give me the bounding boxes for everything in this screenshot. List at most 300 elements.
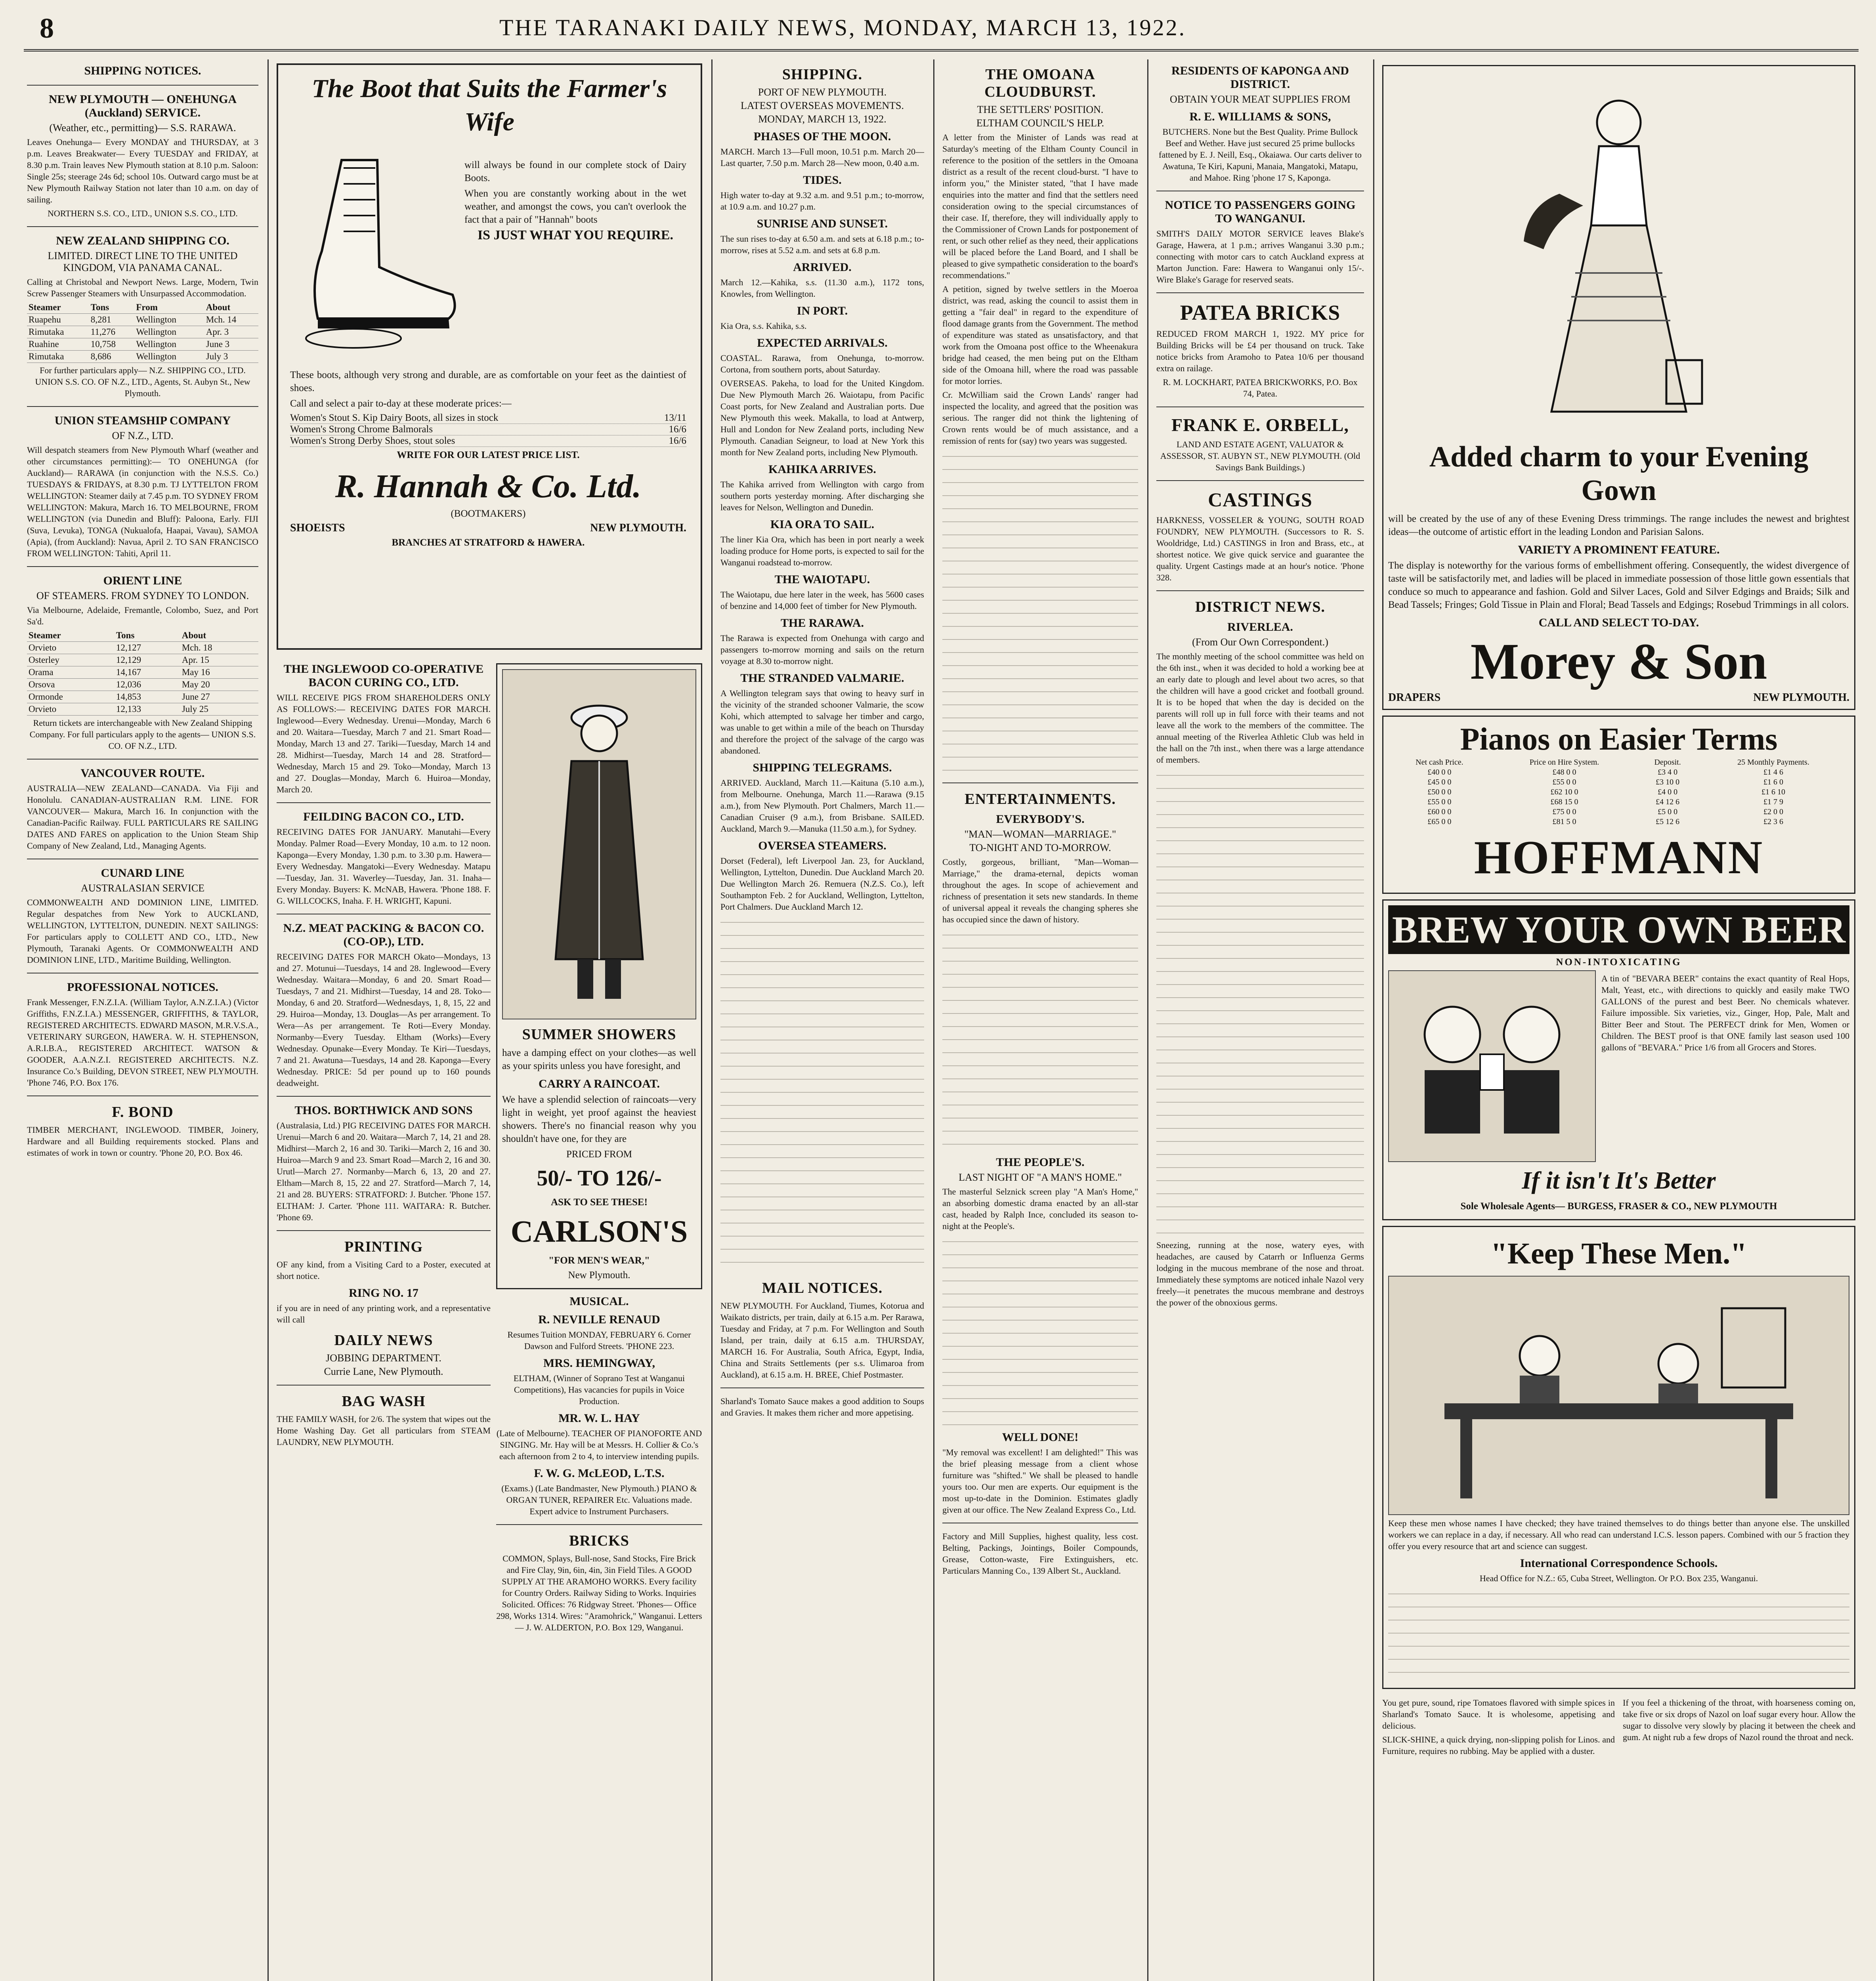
two-men-drinking-icon: [1401, 983, 1583, 1149]
divider: [27, 1095, 258, 1096]
column-shipping: [713, 59, 931, 1981]
table-cell: £5 0 0: [1658, 807, 1678, 816]
section-heading: MUSICAL.: [569, 1295, 629, 1308]
notice-sign: R. M. LOCKHART, PATEA BRICKWORKS, P.O. Box 74, Patea.: [1163, 377, 1358, 399]
table-header: About: [180, 630, 258, 642]
article-text: ARRIVED. Auckland, March 11.—Kaituna (5.10 a.m.), from Melbourne. Onehunga, March 11.—Rarawa (9.15 a.m.), from New Plymouth. Port Chalmers, March 11.—Canadian Cruiser (9 a.m.), from Brisbane. SAILED. Auckland, March 9.—Manuka (11.50 a.m.), for Sydney.: [720, 778, 924, 834]
divider: [720, 1387, 924, 1388]
col2-left: [277, 658, 491, 1635]
table-cell: Wellington: [134, 351, 204, 363]
section-sub: LATEST OVERSEAS MOVEMENTS.: [741, 100, 904, 111]
price-row: [290, 424, 686, 435]
section-heading: ENTERTAINMENTS.: [965, 791, 1116, 807]
table-header: Net cash Price.: [1416, 758, 1463, 767]
divider: [942, 782, 1138, 783]
teacher-body: (Exams.) (Late Bandmaster, New Plymouth.) PIANO & ORGAN TUNER, REPAIRER Etc. Valuations made. Expert advice to Instrument Purchasers.: [501, 1483, 697, 1516]
notice-body: WILL RECEIVE PIGS FROM SHAREHOLDERS ONLY AS FOLLOWS:— RECEIVING DATES FOR MARCH. Inglewood—Every Wednesday. Urenui—Monday, March 6 and 20. Waitara—Tuesday, March 7 and 21. Smart Road—Monday, March 13 and 27. Tariki—Tuesday, March 14 and 28. Midhirst—Tuesday, March 14 and 28. Stratford—Wednesday, March 15 and 29. Toko—Monday, March 13 and 27. Douglas—Monday, March 6. Huiroa—Monday, March 20.: [277, 693, 491, 794]
shop-name: CARLSON'S: [510, 1214, 688, 1248]
notice-body: THE FAMILY WASH, for 2/6. The system that wipes out the Home Washing Day. Get all particulars from STEAM LAUNDRY, NEW PLYMOUTH.: [277, 1414, 491, 1447]
divider: [1156, 292, 1364, 293]
notice-sub: JOBBING DEPARTMENT.: [326, 1352, 441, 1364]
small-ads: [1382, 1695, 1855, 1759]
table-header-row: [27, 302, 258, 314]
divider: [1156, 590, 1364, 591]
ad-text: When you are constantly working about in the wet weather, and amongst the cows, you can't overlook the fact that a pair of "Hannah" boots: [464, 188, 686, 225]
teacher-body: ELTHAM, (Winner of Soprano Test at Wanganui Competitions), Has vacancies for pupils in Voice Production.: [513, 1373, 685, 1406]
teacher-body: (Late of Melbourne). TEACHER OF PIANOFORTE AND SINGING. Mr. Hay will be at Messrs. H. Collier & Co.'s each afternoon from 2 to 4, to interview intending pupils.: [496, 1428, 702, 1461]
ad-text: will always be found in our complete stock of Dairy Boots.: [464, 160, 686, 183]
table-cell: 12,129: [115, 654, 180, 666]
ad-footer: [290, 522, 686, 534]
divider: [277, 802, 491, 803]
sub-heading: PHASES OF THE MOON.: [753, 130, 891, 143]
price-value: 16/6: [669, 435, 686, 446]
table-header: 25 Monthly Payments.: [1737, 758, 1809, 767]
section-heading: SHIPPING.: [782, 66, 863, 83]
table-cell: 8,686: [89, 351, 135, 363]
page-number: 8: [40, 12, 54, 44]
table-row: [27, 666, 258, 679]
divider: [277, 1096, 491, 1097]
ad-text: Keep these men whose names I have checked; they have trained themselves to do things better than anyone else. The unskilled workers we can replace in a day, if necessary. All who read can understand I.C.S. lesson papers. Combined with our 5 fraction they offer you every resource that art and science can suggest.: [1388, 1518, 1849, 1551]
ad-text: Call and select a pair to-day at these moderate prices:—: [290, 398, 512, 409]
notice-body: Via Melbourne, Adelaide, Fremantle, Colombo, Suez, and Port Sa'd.: [27, 605, 258, 626]
man-in-raincoat-icon: [540, 682, 659, 1007]
shop-name: R. E. WILLIAMS & SONS,: [1189, 110, 1331, 123]
article-text: Dorset (Federal), left Liverpool Jan. 23, for Auckland, Wellington, Lyttelton, Dunedin. Due Auckland March 20. Due Wellington March 26. Remuera (N.Z.S. Co.), left Southampton Feb. 2 for Auckland, Wellington, Lyttelton, Port Chalmers. Due Auckland March 12.: [720, 856, 924, 912]
table-row: [27, 691, 258, 703]
table-cell: Wellington: [134, 338, 204, 351]
table-row: [1388, 797, 1849, 807]
masthead: [12, 9, 1859, 44]
shop-signature: R. Hannah & Co. Ltd.: [335, 468, 642, 505]
gown-illustration: [1388, 71, 1849, 435]
table-cell: £2 3 6: [1763, 817, 1783, 826]
notice-body: (Australasia, Ltd.) PIG RECEIVING DATES FOR MARCH. Urenui—March 6 and 20. Waitara—March 7, 14, 21 and 28. Midhirst—March 2, 16 and 30. Tariki—March 2, 16 and 30. Huiroa—March 9 and 23. Smart Road—March 2, 16 and 30. Urutl—March 27. Normanby—March 6, 13, 20 and 27. Eltham—March 8, 15, 22 and 27. Stratford—March 7, 14, 21 and 28. BUYERS: STRATFORD: J. Butcher. 'Phone 157. ELTHAM: J. Carter. 'Phone 111. WAITARA: R. Butcher. 'Phone 69.: [277, 1120, 491, 1222]
teacher-name: F. W. G. McLEOD, L.T.S.: [534, 1467, 665, 1480]
divider: [277, 1230, 491, 1231]
table-cell: £62 10 0: [1550, 788, 1578, 796]
ad-headline: "Keep These Men.": [1490, 1237, 1747, 1270]
ad-text: have a damping effect on your clothes—as well as your spirits unless you have foresight, and: [502, 1048, 696, 1071]
column-divider: [267, 59, 269, 1981]
notice-title: BAG WASH: [342, 1393, 426, 1410]
notice-body: OF any kind, from a Visiting Card to a Poster, executed at short notice.: [277, 1260, 491, 1281]
notice-title: ORIENT LINE: [103, 574, 182, 587]
notice-title: CASTINGS: [1208, 489, 1312, 511]
sub-heading: THE RARAWA.: [780, 616, 864, 630]
table-cell: £45 0 0: [1427, 778, 1452, 786]
ad-subheading: International Correspondence Schools.: [1520, 1557, 1718, 1570]
table-cell: Wellington: [134, 314, 204, 326]
notice-sub: LIMITED. DIRECT LINE TO THE UNITED KINGDOM, VIA PANAMA CANAL.: [48, 250, 238, 273]
sub-heading: THE PEOPLE'S.: [996, 1156, 1085, 1169]
shop-place: New Plymouth.: [568, 1270, 630, 1281]
shop-subtitle: (BOOTMAKERS): [451, 508, 526, 519]
article-headline: THE OMOANA CLOUDBURST.: [984, 66, 1096, 100]
notice-title: FEILDING BACON CO., LTD.: [303, 810, 464, 823]
article-text: SLICK-SHINE, a quick drying, non-slipping polish for Linos. and Furniture, requires no rubbing. May be applied with a duster.: [1382, 1735, 1615, 1756]
beer-advertisement: [1382, 899, 1855, 1220]
table-header: About: [204, 302, 258, 314]
table-row: [1388, 817, 1849, 827]
ad-copy: [464, 156, 686, 243]
sub-heading: WELL DONE!: [1002, 1431, 1079, 1444]
ad-footer-left: DRAPERS: [1388, 691, 1441, 704]
notice-title: NEW PLYMOUTH — ONEHUNGA (Auckland) SERVICE.: [48, 93, 237, 119]
article-text: Sneezing, running at the nose, watery eyes, with headaches, are caused by Catarrh or Influenza Germs lodging in the mucous membrane of the nose and throat. Immediately these symptoms are noticed inhale Nazol very freely—it penetrates the mucous membrane and destroys the power of the obnoxious germs.: [1156, 1240, 1364, 1307]
notice-title: RESIDENTS OF KAPONGA AND DISTRICT.: [1171, 64, 1349, 91]
table-cell: 14,853: [115, 691, 180, 703]
ad-emphasis: CARRY A RAINCOAT.: [539, 1077, 660, 1090]
notice-body: RECEIVING DATES FOR MARCH Okato—Mondays, 13 and 27. Motunui—Tuesdays, 14 and 28. Inglewood—Every Wednesday. Waitara—Monday, 6 and 20. Smart Road—Tuesdays, 7 and 21. Midhirst—Tuesday, 14 and 28. Toko—Monday, 6 and 20. Stratford—Wednesdays, 1, 8, 15, 22 and 29. Huiroa—Monday, 13. Douglas—As per arrangement. To Wera—As per arrangement. Te Roti—Every Monday. Normanby—Every Tuesday. Eltham (Works)—Every Wednesday. Opunake—Every Monday. Te Kiri—Tuesdays, 7 and 21. Awatuna—Tuesdays, 14 and 28. Kaponga—Every Wednesday. PRICE: 5d per pound up to 160 pounds deadweight.: [277, 952, 491, 1088]
ad-text: will be created by the use of any of these Evening Dress trimmings. The range includes the newest and brightest ideas—the outcome of artistic effort in the leading London and Parisian Salons.: [1388, 513, 1849, 537]
table-row: [1388, 787, 1849, 797]
article-text: Costly, gorgeous, brilliant, "Man—Woman—Marriage," the drama-eternal, depicts woman throughout the ages. In scope of achievement and richness of presentation it sets new standards. In theme of universal appeal it reveals the changing spheres she has occupied since the dawn of history.: [942, 857, 1138, 924]
beer-illustration: [1388, 970, 1596, 1162]
article-continuation: [942, 929, 1138, 1151]
notice-body: RECEIVING DATES FOR JANUARY. Manutahi—Every Monday. Palmer Road—Every Monday, 10 a.m. to 12 noon. Kaponga—Every Monday, 1.30 p.m. to 3.30 p.m. Hawera—Every Wednesday. Mangatoki—Every Wednesday. Matapu—Tuesday, Jan. 31. Waverley—Tuesday, Jan. 31. Inaha—Every Monday. Buyers: K. McNAB, Hawera. 'Phone 188. F. G. WILLCOCKS, Inaha. F. H. WRIGHT, Kapuni.: [277, 827, 491, 906]
teacher-name: R. NEVILLE RENAUD: [538, 1313, 660, 1326]
notice-sub: Currie Lane, New Plymouth.: [324, 1366, 443, 1377]
notice-body: Calling at Christobal and Newport News. Large, Modern, Twin Screw Passenger Steamers with Unsurpassed Accommodation.: [27, 277, 258, 298]
boot-advertisement: [277, 63, 702, 650]
sub-heading: EVERYBODY'S.: [996, 813, 1085, 826]
table-cell: £2 0 0: [1763, 807, 1783, 816]
notice-body: Leaves Onehunga— Every MONDAY and THURSDAY, at 3 p.m. Leaves Breakwater— Every TUESDAY and FRIDAY, at 8.30 p.m. Train leaves New Plymouth station at 8.10 p.m. Saloon: Single 25s; steerage 24s 6d; school 10s. Outward cargo must be at New Plymouth Railway Station not later than 10 a.m. on day of sailing.: [27, 137, 258, 204]
ad-text: COMMON, Splays, Bull-nose, Sand Stocks, Fire Brick and Fire Clay, 9in, 6in, 4in, 3in Field Tiles. A GOOD SUPPLY AT THE ARAMOHO WORKS. Every facility for Country Orders. Railway Siding to Works. Inquiries Solicited. Offices: 76 Ridgway Street. 'Phones— Office 298, Works 1314. Wires: "Aramohrick," Wanganui. Letters— J. W. ALDERTON, P.O. Box 129, Wanganui.: [496, 1554, 702, 1632]
article-continuation: [942, 1236, 1138, 1426]
table-header: Tons: [89, 302, 135, 314]
table-cell: £4 0 0: [1658, 788, 1678, 796]
table-row: [27, 679, 258, 691]
section-heading: SHIPPING NOTICES.: [84, 64, 201, 77]
price-item: Women's Strong Chrome Balmorals: [290, 424, 433, 435]
table-row: [27, 654, 258, 666]
pianos-table: [1388, 758, 1849, 827]
woman-in-gown-icon: [1480, 75, 1758, 431]
table-cell: £4 12 6: [1656, 798, 1680, 806]
section-heading: MAIL NOTICES.: [762, 1280, 883, 1296]
table-row: [27, 326, 258, 338]
table-row: [27, 703, 258, 716]
table-cell: 12,127: [115, 642, 180, 654]
column-local-notices: [1149, 59, 1371, 1981]
ad-text: A tin of "BEVARA BEER" contains the exact quantity of Real Hops, Malt, Yeast, etc., with directions to quickly and easily make TWO GALLONS of the purest and best Beer. No chemicals whatever. Failure impossible. Six varieties, viz., Ginger, Hop, Pale, Malt and Bitter Beer and Stout. The PERFECT drink for Men, Women or Children. The BEST proof is that ONE family last season used 100 gallons of "BEVARA." Price 1/6 from all Grocers and Stores.: [1601, 973, 1849, 1052]
table-cell: £5 12 6: [1656, 817, 1680, 826]
article-text: Kia Ora, s.s. Kahika, s.s.: [720, 321, 807, 331]
notice-sub: OF N.Z., LTD.: [112, 430, 174, 441]
teacher-name: MRS. HEMINGWAY,: [543, 1357, 655, 1370]
article-subhead: LAST NIGHT OF "A MAN'S HOME.": [958, 1172, 1122, 1183]
ad-branches: BRANCHES AT STRATFORD & HAWERA.: [392, 537, 585, 548]
table-header: Price on Hire System.: [1529, 758, 1599, 767]
table-cell: Wellington: [134, 326, 204, 338]
article-text: The Rarawa is expected from Onehunga with cargo and passengers to-morrow morning and sails on the return voyage at 8.30 to-morrow night.: [720, 633, 924, 666]
price: 50/- TO 126/-: [537, 1166, 662, 1191]
article-continuation: [1156, 769, 1364, 1237]
article-text: The Kahika arrived from Wellington with cargo from southern ports yesterday morning. After discharging she leaves for Nelson, Wellington and Dunedin.: [720, 479, 924, 512]
ad-subheading: VARIETY A PROMINENT FEATURE.: [1518, 543, 1720, 556]
sub-heading: KIA ORA TO SAIL.: [770, 518, 875, 531]
article-subhead: TO-NIGHT AND TO-MORROW.: [969, 842, 1111, 853]
article-text: "My removal was excellent! I am delighted!" This was the brief pleasing message from a client whose furniture was "shifted." We shall be pleased to handle yours too. Our men are experts. Our equipment is the most up-to-date in the Dominion. Estimates gladly given at our office. The New Zealand Express Co., Ltd.: [942, 1447, 1138, 1515]
ad-text: We have a splendid selection of raincoats—very light in weight, yet proof against the heaviest showers. There's no financial reason why you shouldn't have one, for they are: [502, 1094, 696, 1144]
sub-heading: ARRIVED.: [793, 261, 852, 274]
column-omoana-cloudburst: [935, 59, 1145, 1981]
table-row: [1388, 767, 1849, 777]
raincoat-advertisement: [496, 663, 702, 1289]
brand-name: HOFFMANN: [1474, 831, 1764, 884]
notice-body: REDUCED FROM MARCH 1, 1922. MY price for Building Bricks will be £4 per thousand on truck. Take notice bricks from Aramoho to Patea 10/6 per thousand extra on railage.: [1156, 329, 1364, 373]
table-row: [27, 314, 258, 326]
sub-heading: SUNRISE AND SUNSET.: [757, 217, 888, 230]
article-text: Cr. McWilliam said the Crown Lands' ranger had inspected the locality, and agreed that the position was serious. The ranger did not think the lightening of Crown rents would be of much assistance, and a remission of rents for (say) two years was suggested.: [942, 390, 1138, 446]
notice-footer: NORTHERN S.S. CO., LTD., UNION S.S. CO., LTD.: [48, 208, 238, 218]
ad-address: Head Office for N.Z.: 65, Cuba Street, Wellington. Or P.O. Box 235, Wanganui.: [1479, 1573, 1758, 1583]
table-cell: £81 5 0: [1552, 817, 1576, 826]
table-cell: Orvieto: [27, 703, 115, 716]
table-cell: 11,276: [89, 326, 135, 338]
table-cell: 12,036: [115, 679, 180, 691]
ad-lower: [290, 366, 686, 551]
teacher-name: MR. W. L. HAY: [558, 1412, 640, 1425]
article-subhead: (From Our Own Correspondent.): [1192, 636, 1328, 648]
article-text: A petition, signed by twelve settlers in the Moeroa district, was read, asking the council to assist them in getting a "fair deal" in regard to the expenditure of flood damage grants from the Government. The method of expenditure was stated as unsatisfactory, and that work from the Omoana post office to the Wheenakura bridge had ceased, the men being put on the Eltham side of the Omoana hill, where the road was passable for motor lorries.: [942, 284, 1138, 386]
ad-headline: Added charm to your Evening Gown: [1429, 441, 1809, 507]
notice-body: Frank Messenger, F.N.Z.I.A. (William Taylor, A.N.Z.I.A.) (Victor Griffiths, F.N.Z.I.A.) MESSENGER, GRIFFITHS, & TAYLOR, REGISTERED ARCHITECTS. EDWARD MASON, M.R.V.S.A., VETERINARY SURGEON, HAWERA. W. H. STEPHENSON, A.R.I.B.A., REGISTERED ARCHITECT. WATSON & GOODER, A.A.N.Z.I. REGISTERED ARCHITECTS. N.Z. Insurance Co.'s Building, DEVON STREET, NEW PLYMOUTH. 'Phone 746, P.O. Box 176.: [27, 997, 258, 1088]
article-text: OVERSEAS. Pakeha, to load for the United Kingdom. Due New Plymouth March 26. Waiotapu, from Pacific Coast ports, for New Zealand and Australian ports. Due New Plymouth this week. Makalla, to load at Antwerp, Hull and London for New Zealand ports, including New Plymouth. Canadian Seigneur, to load at New York this month for New Zealand ports, including New Plymouth.: [720, 378, 924, 457]
notice-title: NEW ZEALAND SHIPPING CO.: [56, 234, 229, 247]
article-text: The Waiotapu, due here later in the week, has 5600 cases of benzine and 14,000 feet of timber for New Plymouth.: [720, 590, 924, 611]
table-cell: May 16: [180, 666, 258, 679]
notice-body: BUTCHERS. None but the Best Quality. Prime Bullock Beef and Wether. Have just secured 25 prime bullocks fattened by E. J. Neill, Esq., Okaiawa. Our carts deliver to Awatuna, Te Kiri, Kapuni, Manaia, Mangatoki, Matapu, and Mahoe. Ring 'phone 17 S, Kaponga.: [1159, 127, 1362, 183]
article-text: Sharland's Tomato Sauce makes a good addition to Soups and Gravies. It makes them richer and more appetising.: [720, 1396, 924, 1418]
table-cell: Orama: [27, 666, 115, 679]
price-item: Women's Strong Derby Shoes, stout soles: [290, 435, 455, 446]
article-continuation: [720, 916, 924, 1273]
section-heading: DISTRICT NEWS.: [1195, 599, 1325, 615]
table-cell: £48 0 0: [1552, 768, 1576, 777]
ad-headline: The Boot that Suits the Farmer's Wife: [311, 74, 667, 136]
article-text: If you feel a thickening of the throat, with hoarseness coming on, take five or six drops of Nazol on loaf sugar every hour. Allow the sugar to dissolve very slowly by placing it between the cheek and gum. At night rub a few drops of Nazol round the throat and neck.: [1623, 1698, 1855, 1742]
sub-heading: KAHIKA ARRIVES.: [768, 463, 876, 476]
ad-subheading: NON-INTOXICATING: [1556, 957, 1682, 968]
section-date: MONDAY, MARCH 13, 1922.: [758, 113, 886, 125]
table-cell: 14,167: [115, 666, 180, 679]
notice-sub: OBTAIN YOUR MEAT SUPPLIES FROM: [1170, 94, 1351, 105]
boot-illustration: [294, 152, 460, 350]
ad-text: These boots, although very strong and durable, are as comfortable on your feet as the daintiest of shoes.: [290, 370, 686, 393]
table-cell: 12,133: [115, 703, 180, 716]
ad-text: The display is noteworthy for the various forms of embellishment offering. Consequently, the widest divergence of taste will be satisfactorily met, and ladies will be placed in immediate possession of those little gown essentials that conduce so much to appearance and fashion. Gold and Silver Laces, Gold and Silver Edgings and Braids; Silk and Bead Tassels; Fringes; Gold Tissue in Plain and Floral; Bead Tassels and Edgings; Rosebud Trimmings in all colors.: [1388, 560, 1849, 610]
ad-headline: SUMMER SHOWERS: [522, 1026, 676, 1043]
table-cell: Rimutaka: [27, 351, 89, 363]
sailing-table: [27, 302, 258, 363]
notice-body: HARKNESS, VOSSELER & YOUNG, SOUTH ROAD FOUNDRY, NEW PLYMOUTH. (Successors to R. S. Wooldridge, Ltd.) CASTINGS in Iron and Brass, etc., at shortest notice. We give quick service and guarantee the quality. Urgent Castings made at an hour's notice. 'Phone 328.: [1156, 515, 1364, 582]
article-text: The liner Kia Ora, which has been in port nearly a week loading produce for Home ports, is expected to sail for the Wanganui roadstead to-morrow.: [720, 534, 924, 567]
table-header: From: [134, 302, 204, 314]
table-cell: £40 0 0: [1427, 768, 1452, 777]
table-row: [1388, 777, 1849, 787]
notice-title: NOTICE TO PASSENGERS GOING TO WANGANUI.: [1165, 198, 1356, 225]
column-advertisements: [269, 59, 709, 1981]
raincoat-illustration: [502, 669, 696, 1019]
column-divider: [1373, 59, 1374, 1981]
article-text: The monthly meeting of the school committee was held on the 6th inst., when it was decided to hold a working bee at an early date to plough and level about two acres, so that the children will have a good cricket and football ground. It is to be hoped that when the day is decided on the parents will roll up in full force with their teams and not leave all the work to the members of the committee. The annual meeting of the Riverlea Athletic Club was held in the hall on the 7th inst., when there was a large attendance of members.: [1156, 651, 1364, 765]
table-row: [27, 338, 258, 351]
table-row: [1388, 807, 1849, 817]
shop-name: Morey & Son: [1470, 633, 1767, 690]
divider: [277, 1385, 491, 1386]
table-cell: £3 4 0: [1658, 768, 1678, 777]
notice-title: VANCOUVER ROUTE.: [80, 767, 205, 780]
table-row: [27, 351, 258, 363]
masthead-rule: [24, 49, 1859, 52]
divider: [27, 759, 258, 760]
notice-title: PRINTING: [344, 1239, 423, 1255]
notice-title: UNION STEAMSHIP COMPANY: [54, 414, 231, 427]
notice-body: COMMONWEALTH AND DOMINION LINE, LIMITED. Regular despatches from New York to AUCKLAND, WELLINGTON, LYTTELTON, DUNEDIN. NEXT SAILINGS: For particulars apply to COLLETT AND CO., LTD., New Plymouth, Taranaki Agents. Or COMMONWEALTH AND DOMINION LINE, LTD., Maritime Building, Wellington.: [27, 897, 258, 965]
table-cell: £55 0 0: [1427, 798, 1452, 806]
table-cell: Osterley: [27, 654, 115, 666]
sub-heading: IN PORT.: [797, 304, 848, 317]
table-cell: June 27: [180, 691, 258, 703]
sub-heading: OVERSEA STEAMERS.: [758, 839, 886, 852]
table-cell: £50 0 0: [1427, 788, 1452, 796]
table-cell: £1 6 10: [1761, 788, 1785, 796]
table-cell: May 20: [180, 679, 258, 691]
sub-heading: EXPECTED ARRIVALS.: [757, 336, 888, 349]
table-cell: Orvieto: [27, 642, 115, 654]
table-cell: £1 7 9: [1763, 798, 1783, 806]
beer-ad-body: [1388, 970, 1849, 1162]
table-cell: Ormonde: [27, 691, 115, 703]
column-divider: [711, 59, 713, 1981]
office-illustration: [1388, 1276, 1849, 1515]
sub-heading: THE WAIOTAPU.: [774, 573, 870, 586]
notice-title: PATEA BRICKS: [1180, 301, 1341, 324]
table-header: Tons: [115, 630, 180, 642]
table-cell: £1 6 0: [1763, 778, 1783, 786]
table-cell: Ruahine: [27, 338, 89, 351]
coupon-lines: [1388, 1588, 1849, 1683]
ad-text: PRICED FROM: [566, 1149, 632, 1160]
notice-sub: AUSTRALASIAN SERVICE: [80, 882, 205, 894]
office-workers-icon: [1421, 1284, 1817, 1506]
ad-footer-right: NEW PLYMOUTH.: [590, 522, 686, 534]
table-cell: Ruapehu: [27, 314, 89, 326]
ad-headline: BREW YOUR OWN BEER: [1388, 905, 1849, 954]
article-subhead: "MAN—WOMAN—MARRIAGE.": [964, 828, 1116, 840]
notice-body: Will despatch steamers from New Plymouth Wharf (weather and other circumstances permitting):— TO ONEHUNGA (for Auckland)— RARAWA (in conjunction with the N.S.S. Co.) TUESDAYS & FRIDAYS, at 8.30 p.m. TJ LYTTELTON FROM WELLINGTON: Steamer daily at 7.45 p.m. TO SYDNEY FROM WELLINGTON: Makura, March 16. TO MELBOURNE, FROM WELLINGTON (via Dunedin and Bluff): Paloona, Early. FIJI (Suva, Levuka), TONGA (Nukualofa, Haapai, Vavau), SAMOA (Apia), (from Auckland): Navua, April 2. TO SAN FRANCISCO FROM WELLINGTON: Tahiti, April 11.: [27, 445, 258, 558]
ad-cta: CALL AND SELECT TO-DAY.: [1538, 616, 1699, 629]
table-cell: 10,758: [89, 338, 135, 351]
notice-footer: Return tickets are interchangeable with New Zealand Shipping Company. For full particulars apply to the agents— UNION S.S. CO. OF N.Z., LTD.: [29, 718, 256, 751]
pianos-advertisement: [1382, 716, 1855, 894]
divider: [1156, 480, 1364, 481]
table-cell: £60 0 0: [1427, 807, 1452, 816]
table-cell: 8,281: [89, 314, 135, 326]
column-display-ads: [1375, 59, 1863, 1981]
ad-footer-right: NEW PLYMOUTH.: [1753, 691, 1849, 704]
notice-title: THOS. BORTHWICK AND SONS: [294, 1104, 473, 1117]
divider: [27, 566, 258, 567]
notice-title: N.Z. MEAT PACKING & BACON CO. (CO-OP.), LTD.: [283, 922, 484, 948]
price-value: 16/6: [669, 424, 686, 435]
notice-footer: For further particulars apply— N.Z. SHIPPING CO., LTD. UNION S.S. CO. OF N.Z., LTD., Agents, St. Aubyn St., New Plymouth.: [35, 365, 250, 398]
notice-body: AUSTRALIA—NEW ZEALAND—CANADA. Via Fiji and Honolulu. CANADIAN-AUSTRALIAN R.M. LINE. FOR VANCOUVER— Makura, March 16. In conjunction with the Canadian-Pacific Railway. FULL PARTICULARS RE SAILING DATES AND FARES on application to the Union Steam Ship Company of New Zealand, Ltd., Managing Agents.: [27, 783, 258, 851]
ics-advertisement: [1382, 1226, 1855, 1689]
article-subhead: THE SETTLERS' POSITION.: [977, 104, 1104, 115]
table-header: Steamer: [27, 302, 89, 314]
table-cell: £55 0 0: [1552, 778, 1576, 786]
table-cell: July 25: [180, 703, 258, 716]
notice-body: LAND AND ESTATE AGENT, VALUATOR & ASSESSOR, ST. AUBYN ST., NEW PLYMOUTH. (Old Savings Bank Buildings.): [1160, 439, 1360, 472]
notice-body: if you are in need of any printing work, and a representative will call: [277, 1303, 491, 1324]
small-ads-left: [1382, 1695, 1615, 1759]
article-continuation: [942, 450, 1138, 775]
ad-cta: WRITE FOR OUR LATEST PRICE LIST.: [397, 450, 580, 460]
notice-title: CUNARD LINE: [101, 866, 185, 880]
table-header: Deposit.: [1654, 758, 1681, 767]
article-text: COASTAL. Rarawa, from Onehunga, to-morrow. Cortona, from southern ports, about Saturday.: [720, 353, 924, 374]
price-item: Women's Stout S. Kip Dairy Boots, all sizes in stock: [290, 412, 499, 423]
article-text: March 12.—Kahika, s.s. (11.30 a.m.), 1172 tons, Knowles, from Wellington.: [720, 277, 924, 299]
article-text: Factory and Mill Supplies, highest quality, less cost. Belting, Packings, Jointings, Boiler Compounds, Grease, Cotton-waste, Fire Extinguishers, etc. Particulars Manning Co., 139 Albert St., Auckland.: [942, 1531, 1138, 1576]
article-text: The sun rises to-day at 6.50 a.m. and sets at 6.18 p.m.; to-morrow, rises at 5.52 a.m. and sets at 6.8 p.m.: [720, 234, 924, 255]
article-text: A Wellington telegram says that owing to heavy surf in the vicinity of the stranded schooner Valmarie, the scow Kohi, which attempted to salvage her timber and cargo, was unable to get within a mile of the beach on Thursday and therefore the project of the salvage of the cargo was abandoned.: [720, 688, 924, 756]
notice-body: SMITH'S DAILY MOTOR SERVICE leaves Blake's Garage, Hawera, at 1 p.m.; arrives Wanganui 3.30 p.m.; connecting with motor cars to catch Auckland express at Marton Junction. Fare: Hawera to Wanganui only 15/-. Wire Blake's Garage for reserved seats.: [1156, 229, 1364, 284]
evening-gown-advertisement: [1382, 65, 1855, 710]
article-subhead: ELTHAM COUNCIL'S HELP.: [976, 117, 1104, 129]
notice-sub: OF STEAMERS. FROM SYDNEY TO LONDON.: [36, 590, 249, 601]
divider: [27, 226, 258, 227]
col2-right: [496, 658, 702, 1635]
price-row: [290, 435, 686, 447]
column-divider: [933, 59, 934, 1981]
sub-heading: RIVERLEA.: [1227, 620, 1293, 634]
sub-heading: THE STRANDED VALMARIE.: [740, 672, 904, 685]
ad-slogan: If it isn't It's Better: [1522, 1167, 1716, 1194]
ad-agents: Sole Wholesale Agents— BURGESS, FRASER & CO., NEW PLYMOUTH: [1460, 1201, 1777, 1212]
table-cell: £3 10 0: [1656, 778, 1680, 786]
ad-emphasis: IS JUST WHAT YOU REQUIRE.: [477, 228, 674, 242]
col2-split: [277, 658, 702, 1635]
ad-headline: Pianos on Easier Terms: [1460, 722, 1778, 757]
table-cell: Apr. 15: [180, 654, 258, 666]
article-text: The masterful Selznick screen play "A Man's Home," an absorbing domestic drama enacted by an all-star cast, headed by Ralph Ince, concluded its season to-night at the People's.: [942, 1187, 1138, 1231]
table-cell: Rimutaka: [27, 326, 89, 338]
section-sub: PORT OF NEW PLYMOUTH.: [758, 86, 887, 98]
table-cell: £68 15 0: [1550, 798, 1578, 806]
notice-sub: (Weather, etc., permitting)— S.S. RARAWA.: [49, 122, 236, 134]
ad-headline: BRICKS: [569, 1533, 629, 1549]
notice-emphasis: RING NO. 17: [349, 1286, 418, 1300]
table-cell: £75 0 0: [1552, 807, 1576, 816]
small-ads-right: [1623, 1695, 1855, 1759]
article-text: A letter from the Minister of Lands was read at Saturday's meeting of the Eltham County Council in reference to the position of the settlers in the Omoana district as a result of the recent cloud-burst. "I have to inform you," the Minister stated, "that I have made enquiries into the matter and find that the settlers need consideration owing to the special circumstances of their case. If, therefore, they will individually apply to the Commissioner of Crown Lands for postponement of rent, or such other relief as they need, their applications will be placed before the Land Board, and I shall be pleased to give sympathetic consideration to the board's recommendations.": [942, 132, 1138, 280]
ad-footer: [1388, 691, 1849, 704]
article-text: MARCH. March 13—Full moon, 10.51 p.m. March 20—Last quarter, 7.50 p.m. March 28—New moon, 0.40 a.m.: [720, 147, 924, 168]
notice-title: PROFESSIONAL NOTICES.: [67, 981, 218, 994]
table-row: [27, 642, 258, 654]
table-cell: £65 0 0: [1427, 817, 1452, 826]
notice-title: F. BOND: [112, 1104, 174, 1120]
table-header-row: [27, 630, 258, 642]
table-cell: June 3: [204, 338, 258, 351]
notice-title: DAILY NEWS: [334, 1332, 433, 1349]
